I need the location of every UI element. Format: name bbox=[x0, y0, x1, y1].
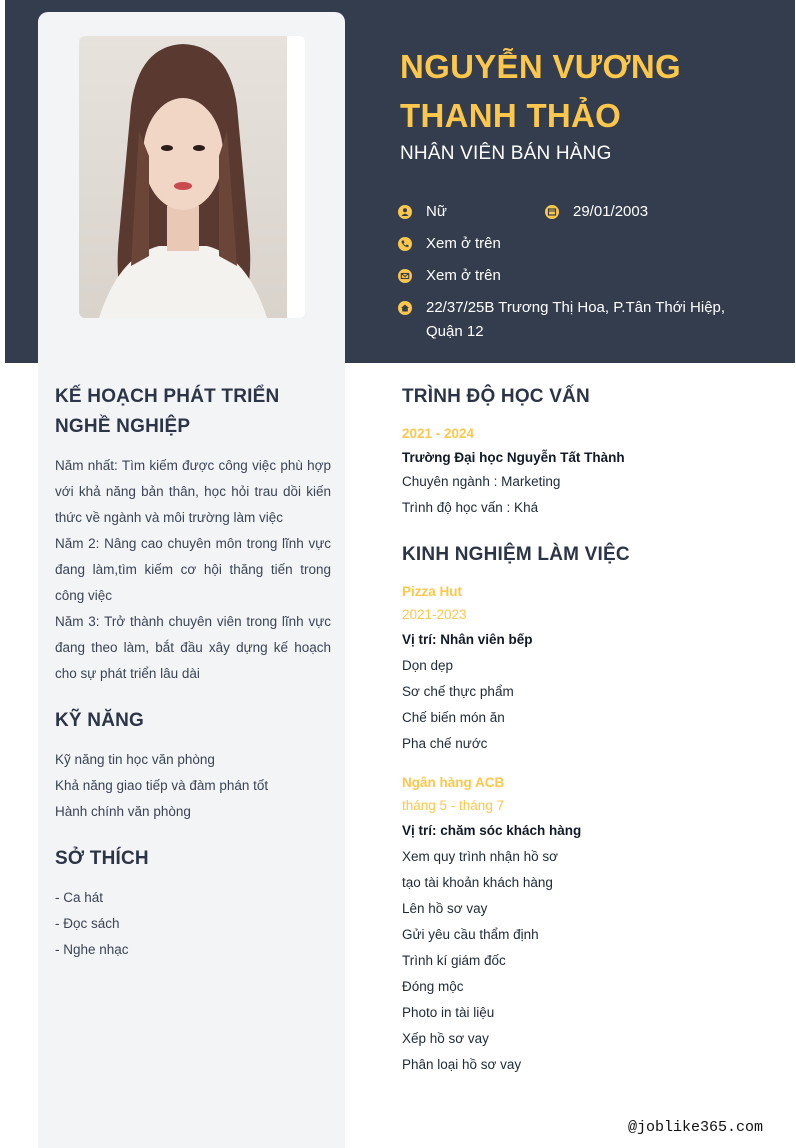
plan-title: KẾ HOẠCH PHÁT TRIỂN NGHỀ NGHIỆP bbox=[55, 386, 280, 437]
job-task: Sơ chế thực phẩm bbox=[402, 684, 514, 699]
plan-item: Năm nhất: Tìm kiếm được công việc phù hợp với khả năng bản thân, học hỏi trau dồi kiến thức về ngành và môi trường làm việc bbox=[55, 458, 331, 525]
skill-item: Khả năng giao tiếp và đàm phán tốt bbox=[55, 778, 269, 793]
address-row bbox=[398, 296, 758, 344]
profile-photo-frame bbox=[79, 36, 305, 318]
watermark: @joblike365.com bbox=[628, 1119, 764, 1136]
profile-photo bbox=[79, 36, 287, 318]
hobbies-list bbox=[55, 885, 331, 963]
education-level: Trình độ học vấn : Khá bbox=[402, 500, 539, 515]
plan-list bbox=[55, 453, 331, 687]
birthdate-value: 29/01/2003 bbox=[573, 203, 649, 220]
education-period: 2021 - 2024 bbox=[402, 426, 475, 441]
education-block bbox=[402, 421, 625, 521]
phone-value: Xem ở trên bbox=[426, 235, 501, 252]
phone-row bbox=[398, 232, 501, 256]
skill-item: Kỹ năng tin học văn phòng bbox=[55, 752, 215, 767]
skills-title: KỸ NĂNG bbox=[55, 710, 145, 731]
education-school: Trường Đại học Nguyễn Tất Thành bbox=[402, 450, 625, 465]
full-name bbox=[400, 42, 760, 140]
plan-item: Năm 2: Nâng cao chuyên môn trong lĩnh vực đang làm,tìm kiếm cơ hội thăng tiến trong công việc bbox=[55, 536, 331, 603]
job-company: Ngân hàng ACB bbox=[402, 775, 505, 790]
job-period: tháng 5 - tháng 7 bbox=[402, 798, 505, 813]
experience-title: KINH NGHIỆM LÀM VIỆC bbox=[402, 544, 630, 565]
gender-value: Nữ bbox=[426, 203, 447, 220]
job-task: Gửi yêu cầu thẩm định bbox=[402, 927, 539, 942]
plan-item: Năm 3: Trở thành chuyên viên trong lĩnh vực đang theo làm, bắt đầu xây dựng kế hoạch cho sự phát triển lâu dài bbox=[55, 614, 331, 681]
job-details bbox=[402, 627, 533, 757]
job-company: Pizza Hut bbox=[402, 584, 463, 599]
job-task: Xem quy trình nhận hồ sơ bbox=[402, 849, 558, 864]
skills-list bbox=[55, 747, 331, 825]
calendar-icon bbox=[545, 205, 559, 219]
name-line-2: THANH THẢO bbox=[400, 97, 622, 134]
job-task: Trình kí giám đốc bbox=[402, 953, 506, 968]
gender-row bbox=[398, 200, 447, 224]
job-title: NHÂN VIÊN BÁN HÀNG bbox=[400, 143, 612, 164]
job-block bbox=[402, 580, 467, 626]
job-block bbox=[402, 771, 504, 817]
job-task: Dọn dẹp bbox=[402, 658, 454, 673]
job-task: Phân loại hồ sơ vay bbox=[402, 1057, 522, 1072]
birthdate-row bbox=[545, 200, 648, 224]
job-task: Đóng mộc bbox=[402, 979, 464, 994]
address-value: 22/37/25B Trương Thị Hoa, P.Tân Thới Hiệp, Quận 12 bbox=[426, 299, 726, 340]
job-position: Vị trí: Nhân viên bếp bbox=[402, 632, 533, 647]
hobby-item: - Đọc sách bbox=[55, 916, 120, 931]
hobby-item: - Ca hát bbox=[55, 890, 104, 905]
hobby-item: - Nghe nhạc bbox=[55, 942, 129, 957]
job-task: Lên hồ sơ vay bbox=[402, 901, 488, 916]
education-title: TRÌNH ĐỘ HỌC VẤN bbox=[402, 386, 590, 407]
job-details bbox=[402, 818, 581, 1078]
name-line-1: NGUYỄN VƯƠNG bbox=[400, 48, 681, 85]
email-row bbox=[398, 264, 501, 288]
job-position: Vị trí: chăm sóc khách hàng bbox=[402, 823, 582, 838]
skill-item: Hành chính văn phòng bbox=[55, 804, 191, 819]
hobbies-title: SỞ THÍCH bbox=[55, 848, 149, 869]
job-period: 2021-2023 bbox=[402, 607, 467, 622]
job-task: Xếp hồ sơ vay bbox=[402, 1031, 489, 1046]
phone-icon bbox=[398, 237, 412, 251]
email-icon bbox=[398, 269, 412, 283]
job-task: Chế biến món ăn bbox=[402, 710, 505, 725]
email-value: Xem ở trên bbox=[426, 267, 501, 284]
job-task: tạo tài khoản khách hàng bbox=[402, 875, 553, 890]
job-task: Photo in tài liệu bbox=[402, 1005, 495, 1020]
job-task: Pha chế nước bbox=[402, 736, 488, 751]
education-major: Chuyên ngành : Marketing bbox=[402, 474, 561, 489]
user-icon bbox=[398, 205, 412, 219]
home-icon bbox=[398, 301, 412, 315]
